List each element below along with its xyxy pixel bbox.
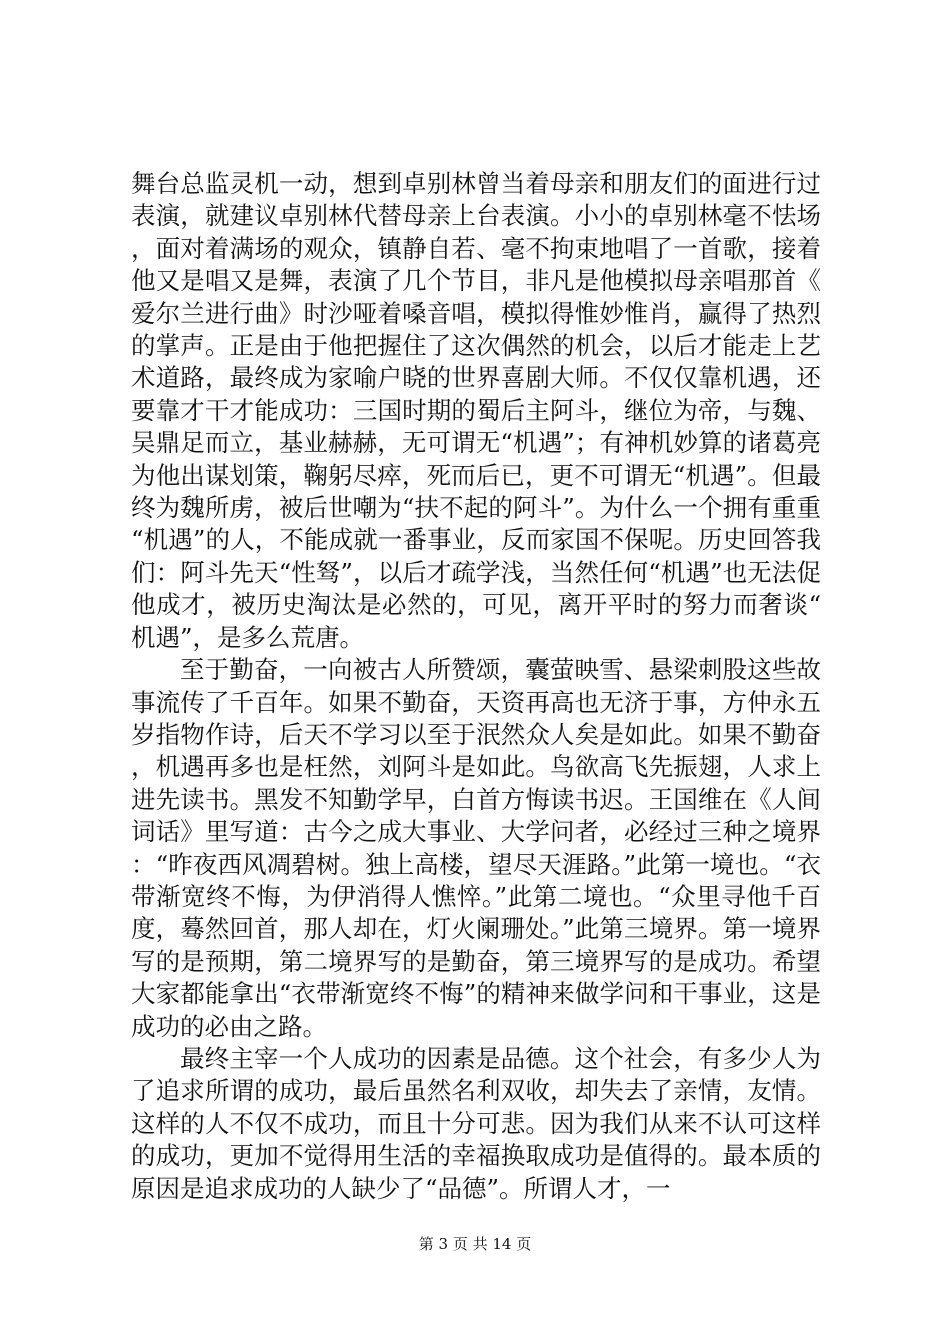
document-body	[131, 168, 821, 1205]
paragraph-diligence: 至于勤奋，一向被古人所赞颂，囊萤映雪、悬梁刺股这些故事流传了千百年。如果不勤奋，天资再高也无济于事，方仲永五岁指物作诗，后天不学习以至于泯然众人矣是如此。如果不勤奋，机遇再多也是枉然，刘阿斗是如此。鸟欲高飞先振翅，人求上进先读书。黑发不知勤学早，白首方悔读书迟。王国维在《人间词话》里写道：古今之成大事业、大学问者，必经过三种之境界：“昨夜西风凋碧树。独上高楼，望尽天涯路。”此第一境也。“衣带渐宽终不悔，为伊消得人憔悴。”此第二境也。“众里寻他千百度，蓦然回首，那人却在，灯火阑珊处。”此第三境界。第一境界写的是预期，第二境界写的是勤奋，第三境界写的是成功。希望大家都能拿出“衣带渐宽终不悔”的精神来做学问和干事业，这是成功的必由之路。	[131, 655, 821, 1041]
paragraph-continuation: 舞台总监灵机一动，想到卓别林曾当着母亲和朋友们的面进行过表演，就建议卓别林代替母亲上台表演。小小的卓别林毫不怯场，面对着满场的观众，镇静自若、毫不拘束地唱了一首歌，接着他又是唱又是舞，表演了几个节目，非凡是他模拟母亲唱那首《爱尔兰进行曲》时沙哑着嗓音唱，模拟得惟妙惟肖，赢得了热烈的掌声。正是由于他把握住了这次偶然的机会，以后才能走上艺术道路，最终成为家喻户晓的世界喜剧大师。不仅仅靠机遇，还要靠才干才能成功：三国时期的蜀后主阿斗，继位为帝，与魏、吴鼎足而立，基业赫赫，无可谓无“机遇”；有神机妙算的诸葛亮为他出谋划策，鞠躬尽瘁，死而后已，更不可谓无“机遇”。但最终为魏所虏，被后世嘲为“扶不起的阿斗”。为什么一个拥有重重“机遇”的人，不能成就一番事业，反而家国不保呢。历史回答我们：阿斗先天“性驽”，以后才疏学浅，当然任何“机遇”也无法促他成才，被历史淘汰是必然的，可见，离开平时的努力而奢谈“机遇”，是多么荒唐。	[131, 169, 821, 652]
paragraph-character: 最终主宰一个人成功的因素是品德。这个社会，有多少人为了追求所谓的成功，最后虽然名利双收，却失去了亲情，友情。这样的人不仅不成功，而且十分可悲。因为我们从来不认可这样的成功，更加不觉得用生活的幸福换取成功是值得的。最本质的原因是追求成功的人缺少了“品德”。所谓人才，一	[131, 1043, 821, 1203]
page-footer: 第 3 页 共 14 页	[418, 1235, 532, 1253]
